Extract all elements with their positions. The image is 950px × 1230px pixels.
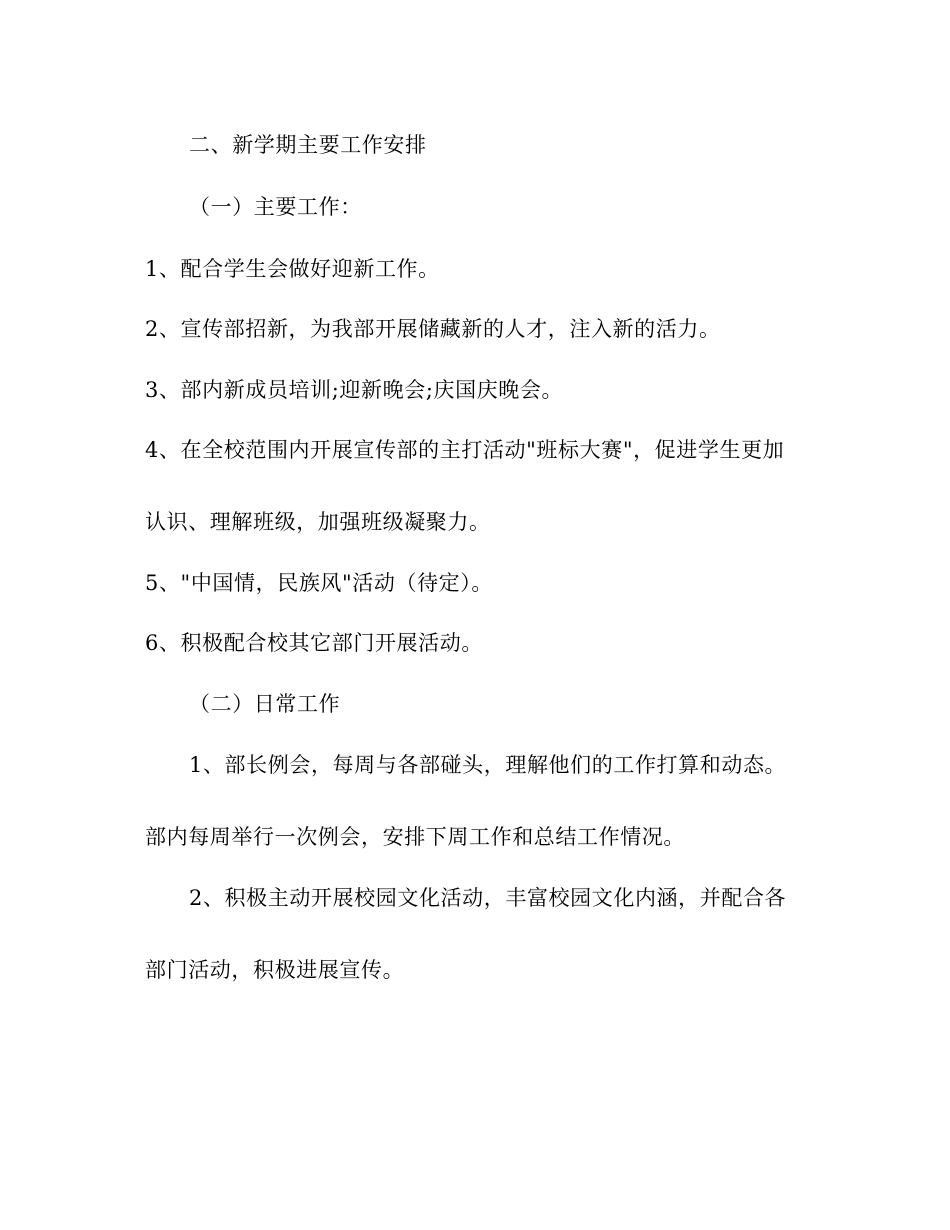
list-item-continuation: 认识、理解班级，加强班级凝聚力。 [145, 510, 491, 534]
paragraph-line: 2、积极主动开展校园文化活动，丰富校园文化内涵，并配合各 [189, 886, 787, 910]
section-heading: 二、新学期主要工作安排 [189, 133, 427, 157]
list-item: 6、积极配合校其它部门开展活动。 [145, 631, 483, 655]
subsection-title-daily-work: （二）日常工作 [189, 692, 341, 716]
list-item: 1、配合学生会做好迎新工作。 [145, 257, 440, 281]
list-item: 3、部内新成员培训;迎新晚会;庆国庆晚会。 [145, 378, 564, 402]
paragraph-line: 部门活动，积极进展宣传。 [145, 958, 405, 982]
subsection-title-main-work: （一）主要工作： [189, 195, 362, 219]
paragraph-line: 部内每周举行一次例会，安排下周工作和总结工作情况。 [145, 825, 685, 849]
list-item: 4、在全校范围内开展宣传部的主打活动"班标大赛"，促进学生更加 [145, 438, 785, 462]
list-item: 2、宣传部招新，为我部开展储藏新的人才，注入新的活力。 [145, 317, 721, 341]
paragraph-line: 1、部长例会，每周与各部碰头，理解他们的工作打算和动态。 [189, 753, 787, 777]
list-item: 5、"中国情，民族风"活动（待定）。 [145, 571, 493, 595]
